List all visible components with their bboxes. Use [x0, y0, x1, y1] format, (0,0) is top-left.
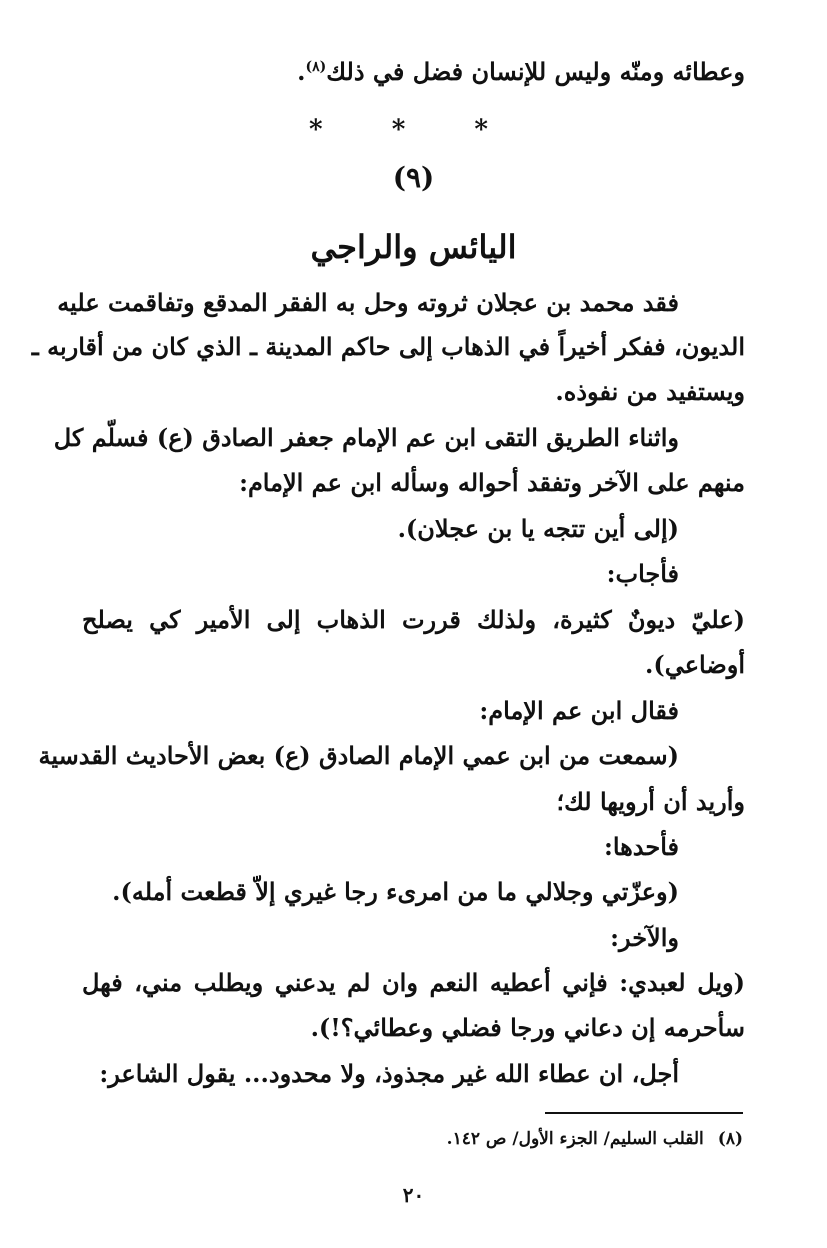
- footnote-text: القلب السليم/ الجزء الأول/ ص ١٤٢.: [446, 1129, 704, 1149]
- dialogue-line: فأجاب:: [606, 559, 679, 588]
- footnote-number: (٨): [717, 1129, 743, 1149]
- paragraph-line: الديون، ففكر أخيراً في الذهاب إلى حاكم المدينة ـ الذي كان من أقاربه ـ: [31, 332, 745, 361]
- quote-line: (عليّ ديونٌ كثيرة، ولذلك قررت الذهاب إلى الأمير كي يصلح: [82, 605, 745, 634]
- footnote-reference: (٨): [305, 59, 327, 75]
- quote-line: (ويل لعبدي: فإني أعطيه النعم وان لم يدعني ويطلب مني، فهل: [82, 968, 745, 997]
- dialogue-line: فأحدها:: [603, 832, 679, 861]
- quote-line: (وعزّتي وجلالي ما من امرىء رجا غيري إلاّ قطعت أمله).: [112, 877, 679, 906]
- quote-line: (إلى أين تتجه يا بن عجلان).: [397, 514, 679, 543]
- section-title: اليائس والراجي: [310, 228, 517, 266]
- quote-line: أوضاعي).: [645, 650, 745, 679]
- dialogue-line: والآخر:: [610, 923, 679, 952]
- paragraph-line: منهم على الآخر وتفقد أحواله وسأله ابن عم الإمام:: [239, 468, 745, 497]
- footnote-divider: [545, 1112, 743, 1114]
- section-number: (٩): [392, 161, 435, 194]
- paragraph-line: ويستفيد من نفوذه.: [555, 377, 745, 406]
- paragraph-line: واثناء الطريق التقى ابن عم الإمام جعفر الصادق (ع) فسلّم كل: [53, 423, 679, 452]
- footnote: [447, 1124, 743, 1154]
- dialogue-line: فقال ابن عم الإمام:: [479, 696, 679, 725]
- paragraph-line: أجل، ان عطاء الله غير مجذوذ، ولا محدود... يقول الشاعر:: [99, 1059, 679, 1088]
- quote-line: وأريد أن أرويها لك؛: [556, 787, 745, 816]
- opening-line: [82, 52, 745, 92]
- page-number: ٢٠: [402, 1183, 425, 1207]
- opening-line-end: .: [297, 57, 306, 86]
- opening-line-text: وعطائه ومنّه وليس للإنسان فضل في ذلك: [326, 57, 745, 86]
- quote-line: سأحرمه إن دعاني ورجا فضلي وعطائي؟!).: [310, 1013, 745, 1042]
- quote-line: (سمعت من ابن عمي الإمام الصادق (ع) بعض الأحاديث القدسية: [38, 741, 679, 770]
- paragraph-line: فقد محمد بن عجلان ثروته وحل به الفقر المدقع وتفاقمت عليه: [57, 288, 679, 317]
- section-separator: * * *: [309, 115, 518, 145]
